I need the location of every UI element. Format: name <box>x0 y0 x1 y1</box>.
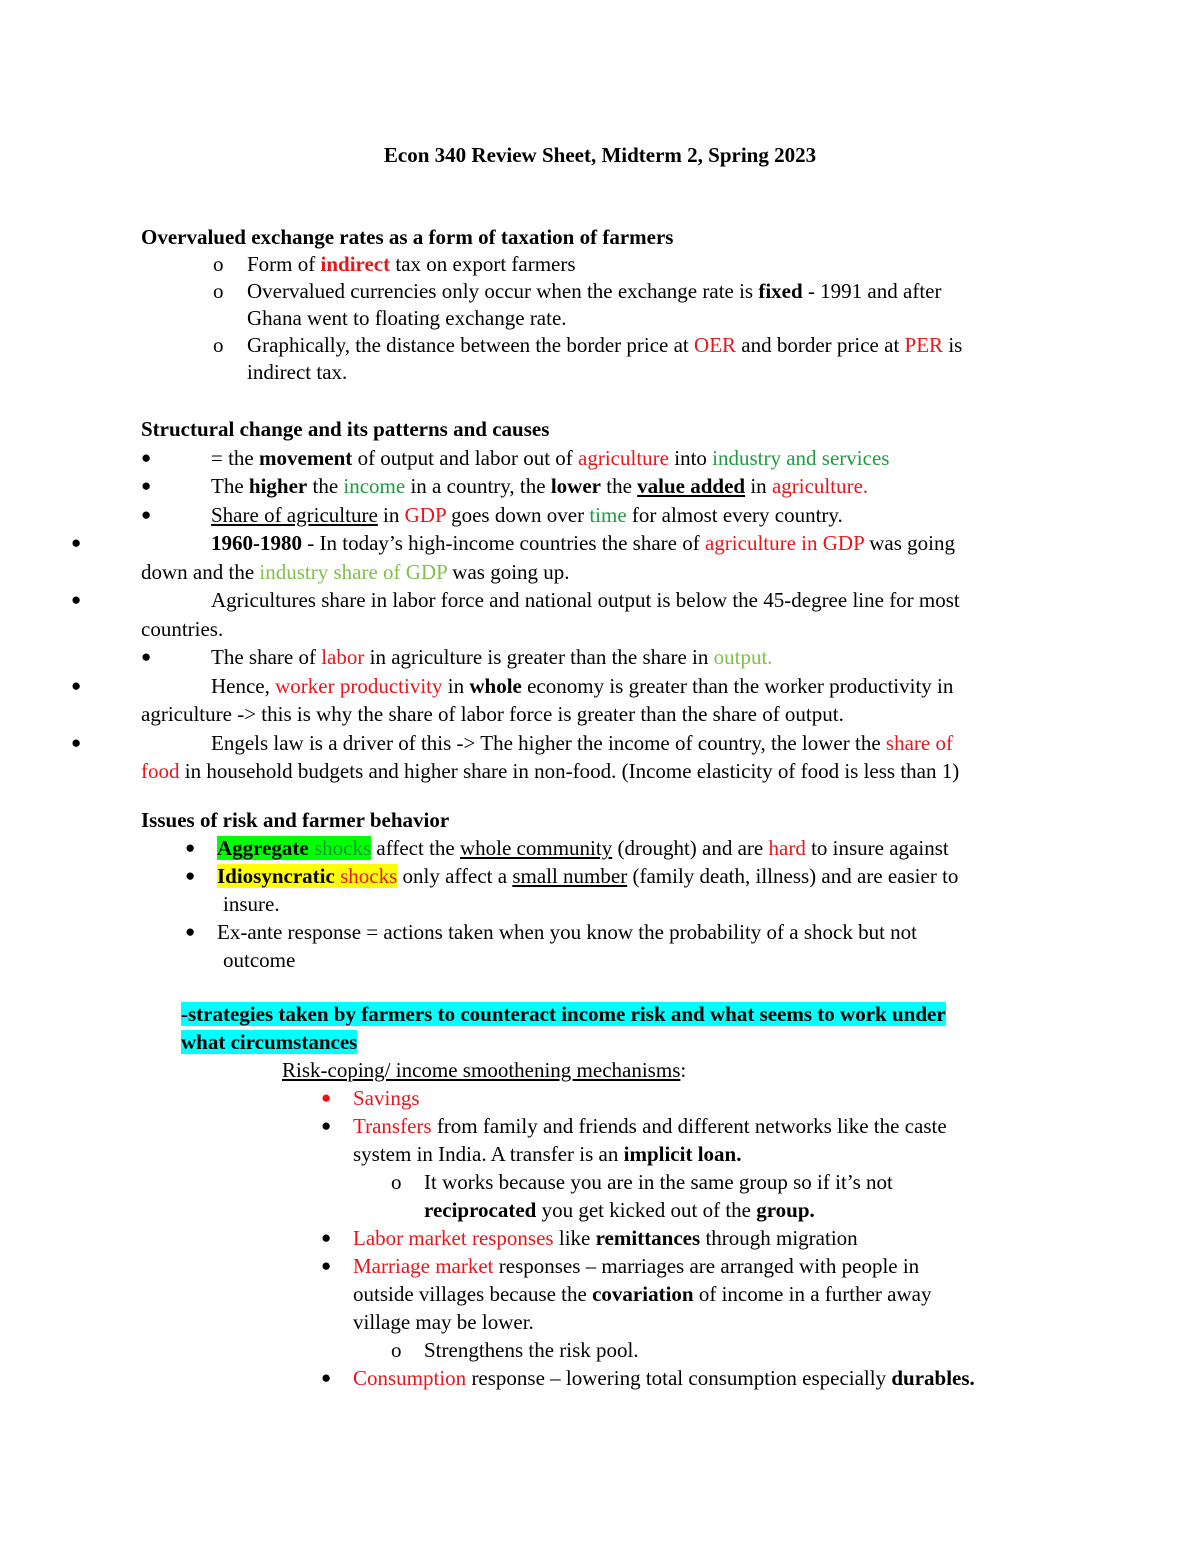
list-item: ● The share of labor in agriculture is greater than the share in output. <box>141 643 1061 672</box>
circle-bullet-icon: o <box>391 1170 402 1194</box>
list-item: ● Labor market responses like remittances through migration <box>321 1226 858 1250</box>
bullet-icon: ● <box>141 476 152 495</box>
list-item: ● Transfers from family and friends and different networks like the caste system in India. A transfer is an implicit loan. <box>321 1114 947 1166</box>
subheading: Risk-coping/ income smoothening mechanisms: <box>282 1058 687 1082</box>
list-item: ● Ex-ante response = actions taken when you know the probability of a shock but not outcome <box>185 920 918 972</box>
bullet-icon: ● <box>321 1228 332 1247</box>
bullet-icon: ● <box>71 590 82 609</box>
bullet-icon: ● <box>185 922 196 941</box>
bullet-icon: ● <box>321 1088 332 1107</box>
bullet-icon: ● <box>185 866 196 885</box>
circle-bullet-icon: o <box>213 333 224 357</box>
list-item: ● Marriage market responses – marriages are arranged with people in outside villages because the covariation of income in a further away village may be lower. <box>321 1254 932 1334</box>
section-heading: Issues of risk and farmer behavior <box>141 808 450 832</box>
list-item: ● Idiosyncratic shocks only affect a small number (family death, illness) and are easier to insure. <box>185 864 959 916</box>
list-item: ● The higher the income in a country, the lower the value added in agriculture. <box>141 472 1061 501</box>
circle-bullet-icon: o <box>213 279 224 303</box>
list-item: o Graphically, the distance between the border price at OER and border price at PER is indirect tax. <box>213 333 963 384</box>
bullet-icon: ● <box>321 1256 332 1275</box>
list-item: ● = the movement of output and labor out of agriculture into industry and services <box>141 444 1061 473</box>
list-item: o It works because you are in the same group so if it’s not reciprocated you get kicked out of the group. <box>391 1170 893 1222</box>
section-strategies <box>141 1000 1061 1392</box>
section-structural-change <box>71 415 1061 786</box>
bullet-icon: ● <box>141 447 152 467</box>
bullet-icon: ● <box>141 647 152 666</box>
bullet-icon: ● <box>71 533 82 552</box>
section-exchange-rates <box>141 224 1061 386</box>
list-item: ● Agricultures share in labor force and national output is below the 45-degree line for most countries. <box>71 588 960 641</box>
list-item: ● Hence, worker productivity in whole economy is greater than the worker productivity in agriculture -> this is why the share of labor force is greater than the share of output. <box>71 673 954 726</box>
bullet-icon: ● <box>321 1368 332 1387</box>
circle-bullet-icon: o <box>213 252 224 276</box>
list-item: ● Share of agriculture in GDP goes down over time for almost every country. <box>141 501 1061 530</box>
list-item: o Strengthens the risk pool. <box>391 1338 639 1362</box>
bullet-icon: ● <box>141 504 152 524</box>
highlighted-heading: -strategies taken by farmers to counteract income risk and what seems to work under what circumstances <box>181 1002 946 1054</box>
bullet-icon: ● <box>321 1116 332 1135</box>
bullet-icon: ● <box>71 732 82 752</box>
list-item: o Overvalued currencies only occur when the exchange rate is fixed - 1991 and after Ghana went to floating exchange rate. <box>213 279 942 330</box>
section-heading: Structural change and its patterns and causes <box>141 417 550 441</box>
circle-bullet-icon: o <box>391 1338 402 1362</box>
bullet-icon: ● <box>185 838 196 857</box>
list-item: ● Engels law is a driver of this -> The higher the income of country, the lower the share of food in household budgets and higher share in non-food. (Income elasticity of food is less than 1) <box>71 730 960 783</box>
list-item: o Form of indirect tax on export farmers <box>213 252 576 276</box>
section-risk-behavior <box>141 806 1061 974</box>
bullet-icon: ● <box>71 675 82 695</box>
list-item: ● Savings <box>321 1086 420 1110</box>
section-heading: Overvalued exchange rates as a form of taxation of farmers <box>141 225 674 249</box>
document-title: Econ 340 Review Sheet, Midterm 2, Spring 2023 <box>383 143 817 167</box>
list-item: ● Aggregate shocks affect the whole community (drought) and are hard to insure against <box>185 836 949 860</box>
list-item: ● Consumption response – lowering total consumption especially durables. <box>321 1366 975 1390</box>
list-item: ● 1960-1980 - In today’s high-income countries the share of agriculture in GDP was going down and the industry share of GDP was going up. <box>71 531 955 584</box>
